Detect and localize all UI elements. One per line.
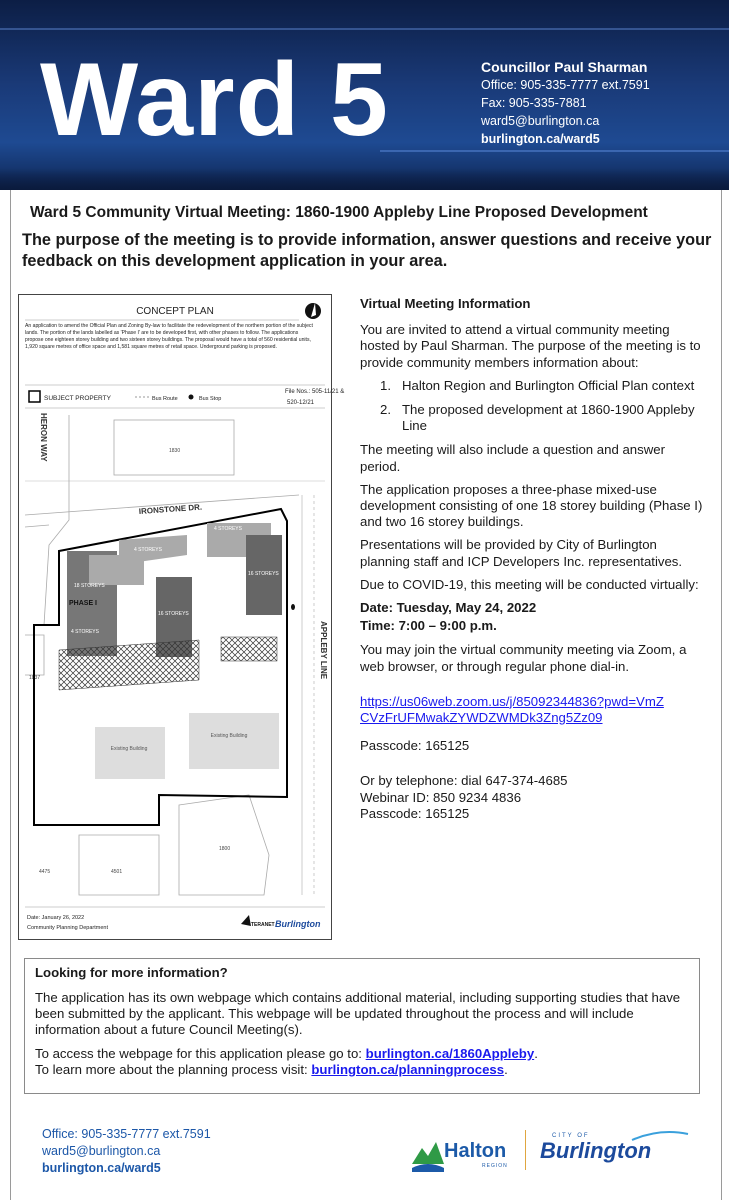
info-heading: Virtual Meeting Information [360, 296, 531, 311]
footer-email[interactable]: ward5@burlington.ca [42, 1144, 161, 1158]
plan-dept: Community Planning Department [27, 925, 109, 931]
zoom-link-line-2[interactable]: CVzFrUFMwakZYWDZWMDk3Zng5Zz09 [360, 710, 603, 726]
footer-website[interactable]: burlington.ca/ward5 [42, 1161, 161, 1175]
label-16-storeys-b: 16 STOREYS [248, 571, 279, 577]
num-1800: 1800 [219, 846, 231, 852]
phase-label: PHASE I [69, 600, 98, 607]
num-4501: 4501 [111, 869, 123, 875]
info-presentations: Presentations will be provided by City of Burlington planning staff and ICP Developers Inc. representatives. [360, 537, 683, 569]
label-18-storeys: 18 STOREYS [74, 583, 105, 589]
label-4-storeys-c: 4 STOREYS [214, 526, 242, 532]
header-office: Office: 905-335-7777 ext.7591 [481, 78, 650, 92]
num-4475: 4475 [39, 869, 51, 875]
more-info-body: The application has its own webpage which contains additional material, including supporting studies that have been submitted by the applicant. This webpage will be updated throughout the process and will include information about a future Council Meeting(s). [35, 990, 681, 1037]
street-heron: HERON WAY [39, 413, 48, 462]
north-arrow-icon [305, 303, 321, 319]
header-banner [0, 0, 729, 190]
header-contact [481, 58, 650, 148]
application-webpage-link[interactable]: burlington.ca/1860Appleby [365, 1046, 535, 1061]
label-existing-b: Existing Building [210, 733, 248, 739]
phone-dial: Or by telephone: dial 647-374-4685 [360, 773, 568, 789]
access-line: To access the webpage for this application please go to: burlington.ca/1860Appleby. [35, 1046, 538, 1061]
meeting-time: Time: 7:00 – 9:00 p.m. [360, 618, 497, 634]
halton-logo-icon [410, 1134, 446, 1174]
plan-date: Date: January 26, 2022 [27, 915, 85, 921]
bus-stop-icon [189, 395, 194, 400]
info-list [380, 378, 705, 435]
learn-line: To learn more about the planning process visit: burlington.ca/planningprocess. [35, 1062, 508, 1077]
street-ironstone: IRONSTONE DR. [138, 502, 203, 516]
info-qa: The meeting will also include a question and answer period. [360, 442, 665, 474]
legend-bus-route: Bus Route [152, 396, 178, 402]
planning-process-link[interactable]: burlington.ca/planningprocess [311, 1062, 505, 1077]
info-covid: Due to COVID-19, this meeting will be conducted virtually: [360, 576, 699, 592]
concept-plan [18, 294, 345, 940]
header-fax: Fax: 905-335-7881 [481, 96, 587, 110]
councillor-name: Councillor Paul Sharman [481, 59, 648, 75]
concept-plan-map [19, 295, 345, 939]
phone-passcode: Passcode: 165125 [360, 805, 470, 821]
footer-logos [410, 1126, 690, 1176]
info-join: You may join the virtual community meeting via Zoom, a web browser, or through regular phone dial-in. [360, 642, 687, 674]
teranet-logo-icon [241, 915, 251, 926]
legend-subject-swatch [29, 391, 40, 402]
legend-bus-stop: Bus Stop [199, 396, 222, 402]
burlington-swoosh-icon [630, 1128, 690, 1142]
plan-burlington-logo: Burlington [275, 919, 321, 929]
footer-contact [42, 1126, 211, 1177]
file-nos: File Nos.: 505-11/21 & [285, 389, 345, 395]
more-info-box [24, 958, 700, 1094]
meeting-title: Ward 5 Community Virtual Meeting: 1860-1900 Appleby Line Proposed Development [30, 204, 648, 221]
existing-building-b [189, 713, 279, 769]
list-item: 2. The proposed development at 1860-1900 Appleby Line [380, 402, 695, 434]
label-existing-a: Existing Building [110, 746, 148, 752]
ward-title: Ward 5 [40, 42, 389, 158]
label-4-storeys-a: 4 STOREYS [71, 629, 99, 635]
file-nos-2: 520-12/21 [287, 400, 315, 406]
list-item: 1. Halton Region and Burlington Official Plan context [380, 377, 695, 393]
logo-divider [525, 1130, 526, 1170]
zoom-link-line-1[interactable]: https://us06web.zoom.us/j/85092344836?pwd=VmZ [360, 693, 664, 709]
meeting-date: Date: Tuesday, May 24, 2022 [360, 600, 537, 616]
bus-stop-marker [291, 604, 295, 610]
halton-region-text: REGION [482, 1163, 508, 1169]
plan-title: CONCEPT PLAN [136, 306, 214, 317]
parking-hatch-b [221, 637, 277, 661]
banner-streak [380, 150, 729, 152]
footer-office: Office: 905-335-7777 ext.7591 [42, 1127, 211, 1141]
header-email[interactable]: ward5@burlington.ca [481, 114, 600, 128]
more-info-heading: Looking for more information? [35, 965, 228, 980]
info-application: The application proposes a three-phase mixed-use development consisting of one 18 storey building (Phase I) and two 16 storey buildings. [360, 481, 703, 530]
banner-streak [0, 28, 729, 30]
plan-description: An application to amend the Official Plan and Zoning By-law to facilitate the redevelopment of the northern portion of the subject lands. The portion of the lands labelled as 'Phase I' are to be developed first, with other phases to follow. The applications propose one eighteen storey building and two sixteen storey buildings. The proposal would have a total of 560 residential units, 1,920 square metres of office space and 1,581 square metres of retail space. Underground parking is proposed. [25, 323, 313, 350]
label-4-storeys-b: 4 STOREYS [134, 547, 162, 553]
halton-logo-text: Halton [444, 1140, 507, 1162]
webinar-id: Webinar ID: 850 9234 4836 [360, 789, 522, 805]
existing-building-a [95, 727, 165, 779]
city-of-text: CITY OF [552, 1133, 590, 1139]
meeting-info [360, 296, 705, 822]
zoom-link[interactable] [360, 694, 705, 726]
label-16-storeys-a: 16 STOREYS [158, 611, 189, 617]
teranet-text: TERANET [251, 922, 275, 928]
podium-north [119, 535, 187, 575]
info-intro: You are invited to attend a virtual community meeting hosted by Paul Sharman. The purpose of the meeting is to provide community members information about: [360, 322, 701, 370]
header-website[interactable]: burlington.ca/ward5 [481, 132, 600, 146]
passcode: Passcode: 165125 [360, 738, 470, 754]
num-1830: 1830 [169, 448, 181, 454]
num-1837: 1837 [29, 675, 41, 681]
street-appleby: APPLEBY LINE [319, 621, 328, 680]
purpose-statement: The purpose of the meeting is to provide information, answer questions and receive your feedback on this development application in your area. [22, 231, 712, 270]
legend-subject: SUBJECT PROPERTY [44, 395, 111, 402]
burlington-logo-text: Burlington [540, 1138, 652, 1163]
